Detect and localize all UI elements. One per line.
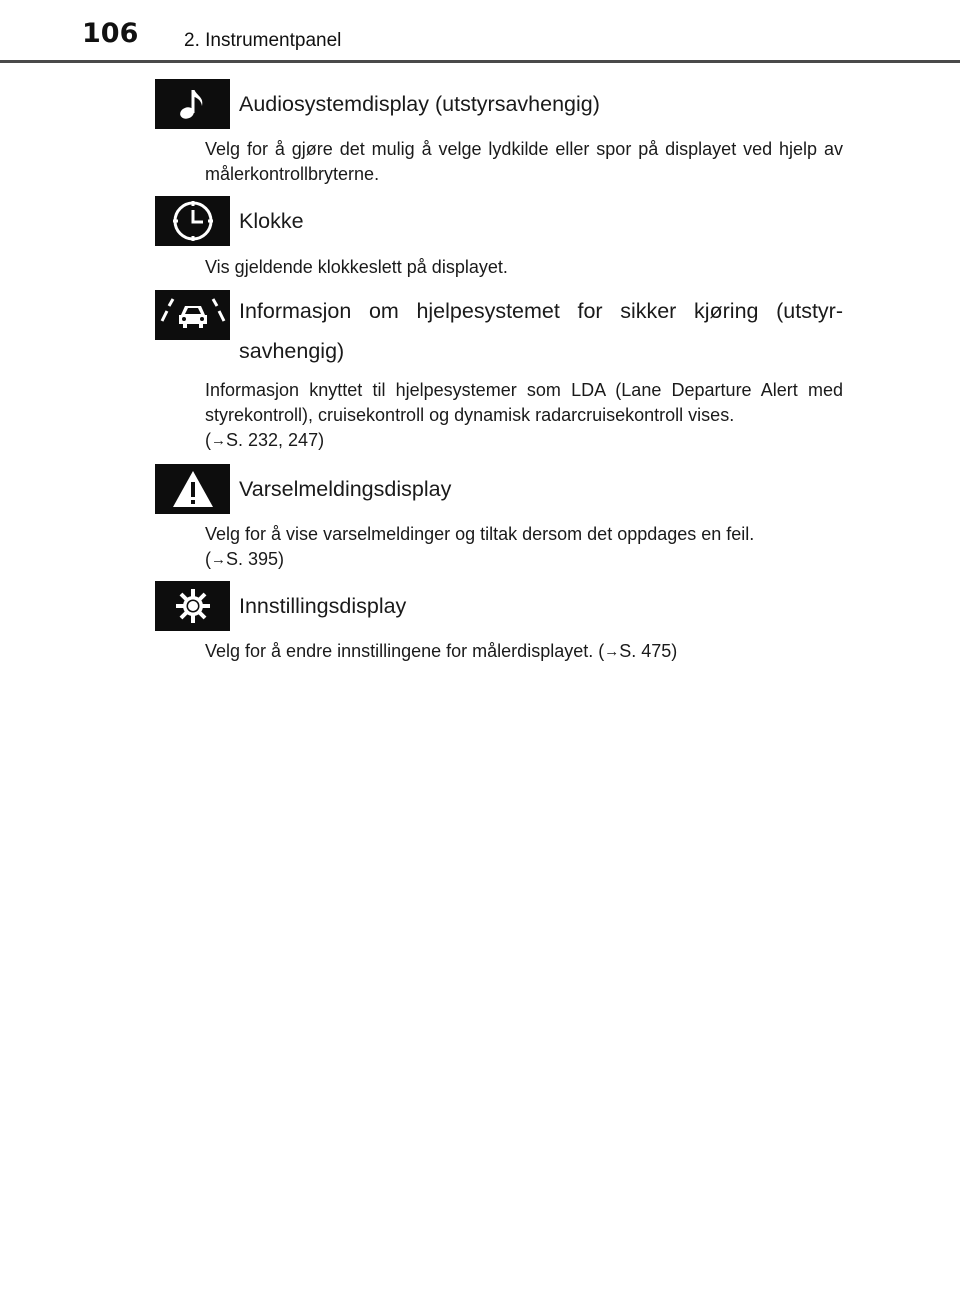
chapter-title: 2. Instrumentpanel: [184, 30, 342, 51]
arrow-right-icon: →: [211, 432, 226, 449]
header-divider: [0, 60, 960, 63]
lane-assist-car-icon: [155, 290, 230, 340]
entry-description: Velg for å gjøre det mulig å velge lydkilde eller spor på displayet ved hjelp av målerkontrollbryterne.: [205, 139, 843, 184]
arrow-right-icon: →: [604, 643, 620, 660]
entry-warning-display: [155, 464, 843, 573]
page-header: [0, 0, 960, 64]
page-reference[interactable]: S. 475): [619, 641, 678, 661]
entry-audio-display: [155, 79, 843, 187]
page-reference[interactable]: S. 395): [226, 549, 285, 569]
music-note-icon: [155, 79, 230, 129]
description-text: Informasjon knyttet til hjelpesystemer som LDA (Lane Departure Alert med styrekontroll), cruisekontroll og dynamisk radarcruisekontroll vises.: [205, 380, 843, 425]
entry-clock: [155, 196, 843, 280]
entry-description: Vis gjeldende klokkeslett på displayet.: [205, 257, 508, 277]
entry-title: Klokke: [239, 209, 304, 233]
reference-open: (: [598, 641, 605, 661]
clock-icon: [155, 196, 230, 246]
page-number: 106: [82, 18, 139, 49]
warning-triangle-icon: [155, 464, 230, 514]
page-reference[interactable]: S. 232, 247): [226, 430, 325, 450]
gear-icon: [155, 581, 230, 631]
entry-title: Varselmeldingsdisplay: [239, 477, 452, 501]
entry-description: [205, 639, 843, 665]
entry-description: [205, 378, 843, 454]
description-text: Velg for å vise varselmeldinger og tiltak dersom det oppdages en feil.: [205, 524, 755, 544]
entry-settings-display: [155, 581, 843, 665]
entry-description: [205, 522, 843, 573]
reference-open: (: [205, 430, 211, 450]
entry-driving-assist: [155, 290, 843, 454]
description-text: Velg for å endre innstillingene for målerdisplayet.: [205, 641, 594, 661]
reference-open: (: [205, 549, 211, 569]
entry-title: Audiosystemdisplay (utstyrsavhengig): [239, 92, 600, 116]
entry-title: Innstillingsdisplay: [239, 594, 407, 618]
arrow-right-icon: →: [211, 551, 226, 568]
entry-title: Informasjon om hjelpesystemet for sikker kjøring (utstyr-savhengig): [239, 299, 843, 363]
